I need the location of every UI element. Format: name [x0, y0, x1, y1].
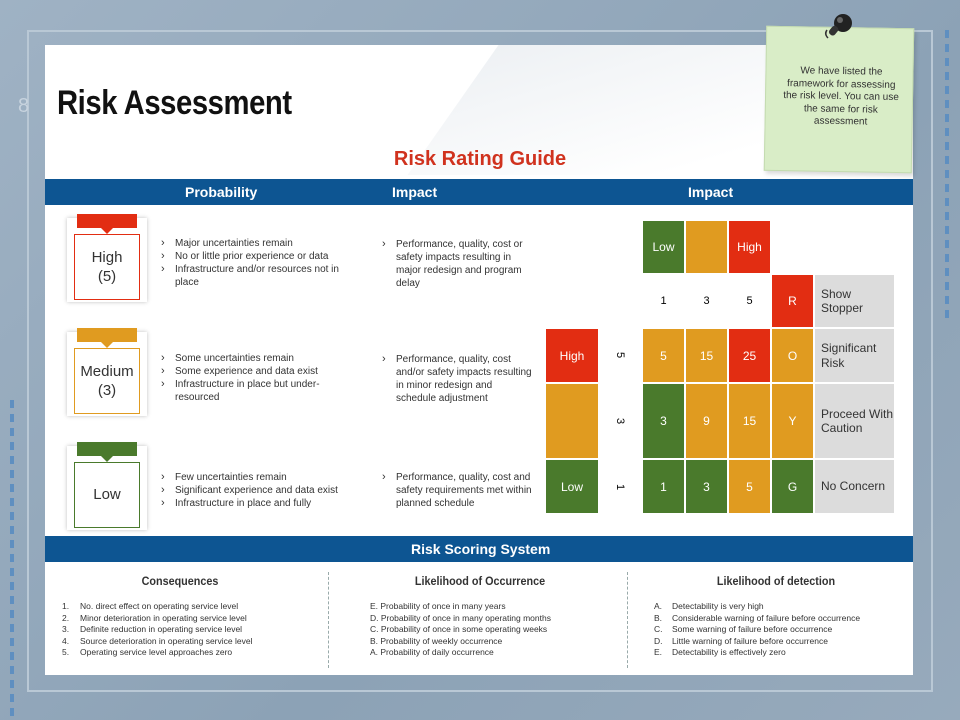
scoring-title: Risk Scoring System	[411, 541, 551, 557]
legend-proceed-with-caution: Proceed With Caution	[814, 383, 895, 459]
dash-decoration-left	[10, 400, 14, 720]
list-item: B. Considerable warning of failure before occurrence	[654, 612, 861, 623]
impact-header: Impact	[392, 184, 438, 200]
list-item: › Performance, quality, cost and/or safety impacts resulting in minor redesign and schedule adjustment	[382, 353, 532, 405]
matrix-top-high: High	[728, 220, 771, 274]
header-bar	[45, 179, 913, 205]
divider	[328, 572, 329, 668]
probability-header: Probability	[185, 184, 258, 200]
probability-high-list	[161, 237, 361, 289]
note-text: We have listed the framework for assessing the risk level. You can use the same for risk assessment	[783, 65, 899, 128]
list-item: › Significant experience and data exist	[161, 484, 361, 497]
probability-medium-list	[161, 352, 346, 404]
legend-significant-risk: Significant Risk	[814, 328, 895, 383]
scoring-bar	[45, 536, 913, 562]
list-item: › Infrastructure in place but under-resourced	[161, 378, 346, 404]
pushpin-icon	[822, 12, 854, 44]
row-number: 1	[614, 483, 626, 491]
matrix-cell: 9	[685, 383, 728, 459]
list-item: D. Probability of once in many operating months	[370, 612, 551, 623]
list-item: A. Probability of daily occurrence	[370, 647, 494, 658]
list-item: › Performance, quality, cost or safety impacts resulting in major redesign and program delay	[382, 238, 530, 290]
list-item: B. Probability of weekly occurrence	[370, 635, 503, 646]
level-label: High	[91, 248, 123, 266]
impact-low-list	[382, 471, 537, 510]
code-y: Y	[771, 383, 814, 459]
level-score: (5)	[97, 268, 117, 285]
matrix-cell: 1	[642, 459, 685, 514]
level-score: (3)	[97, 382, 117, 399]
col-number: 5	[746, 295, 753, 307]
matrix-cell: 3	[685, 459, 728, 514]
list-item: E. Probability of once in many years	[370, 601, 506, 611]
matrix-row-high-label: High	[545, 328, 599, 383]
legend-no-concern: No Concern	[814, 459, 895, 514]
dash-decoration-right	[945, 30, 949, 320]
impact-matrix-header: Impact	[688, 184, 734, 200]
col-number: 1	[660, 295, 667, 307]
divider	[627, 572, 628, 668]
code-o: O	[771, 328, 814, 383]
detection-title: Likelihood of detection	[716, 574, 836, 588]
list-item: C. Some warning of failure before occurrence	[654, 624, 833, 635]
matrix-cell: 5	[642, 328, 685, 383]
level-high	[67, 218, 147, 302]
level-label: Low	[93, 486, 121, 504]
legend-show-stopper: Show Stopper	[814, 274, 895, 328]
guide-title: Risk Rating Guide	[393, 148, 567, 170]
list-item: › Some experience and data exist	[161, 365, 346, 378]
list-item: › Some uncertainties remain	[161, 352, 346, 365]
matrix-top-mid	[685, 220, 728, 274]
list-item: 4. Source deterioration in operating service level	[62, 635, 253, 646]
list-item: 1. No. direct effect on operating service level	[62, 601, 239, 611]
list-item: 3. Definite reduction in operating service level	[62, 624, 243, 635]
list-item: › Few uncertainties remain	[161, 471, 361, 484]
row-number: 3	[614, 417, 626, 425]
detection-list	[654, 601, 904, 659]
matrix-row-mid-label	[545, 383, 599, 459]
consequences-list	[62, 601, 322, 659]
page-title: Risk Assessment	[57, 84, 292, 122]
matrix-cell: 5	[728, 459, 771, 514]
occurrence-title: Likelihood of Occurrence	[414, 574, 546, 588]
code-r: R	[771, 274, 814, 328]
probability-low-list	[161, 471, 361, 510]
list-item: › Infrastructure in place and fully	[161, 497, 361, 510]
matrix-row-low-label: Low	[545, 459, 599, 514]
list-item: › Performance, quality, cost and safety requirements met within planned schedule	[382, 471, 537, 510]
matrix-top-low: Low	[642, 220, 685, 274]
matrix-cell: 15	[728, 383, 771, 459]
matrix-cell: 3	[642, 383, 685, 459]
list-item: D. Little warning of failure before occurrence	[654, 635, 828, 646]
col-number: 3	[703, 295, 710, 307]
level-label: Medium	[80, 362, 134, 380]
list-item: › Major uncertainties remain	[161, 237, 361, 250]
list-item: 2. Minor deterioration in operating service level	[62, 612, 247, 623]
impact-high-list	[382, 238, 530, 290]
list-item: E. Detectability is effectively zero	[654, 647, 786, 658]
impact-medium-list	[382, 353, 532, 405]
level-medium	[67, 332, 147, 416]
list-item: › Infrastructure and/or resources not in place	[161, 263, 361, 289]
matrix-cell: 15	[685, 328, 728, 383]
occurrence-list	[370, 601, 620, 659]
matrix-cell: 25	[728, 328, 771, 383]
consequences-title: Consequences	[141, 574, 219, 588]
list-item: A. Detectability is very high	[654, 601, 764, 611]
row-number: 5	[614, 351, 626, 359]
list-item: › No or little prior experience or data	[161, 250, 361, 263]
code-g: G	[771, 459, 814, 514]
level-low	[67, 446, 147, 530]
list-item: 5. Operating service level approaches zero	[62, 647, 233, 658]
list-item: C. Probability of once in some operating weeks	[370, 624, 548, 635]
page-number: 8	[18, 95, 30, 117]
